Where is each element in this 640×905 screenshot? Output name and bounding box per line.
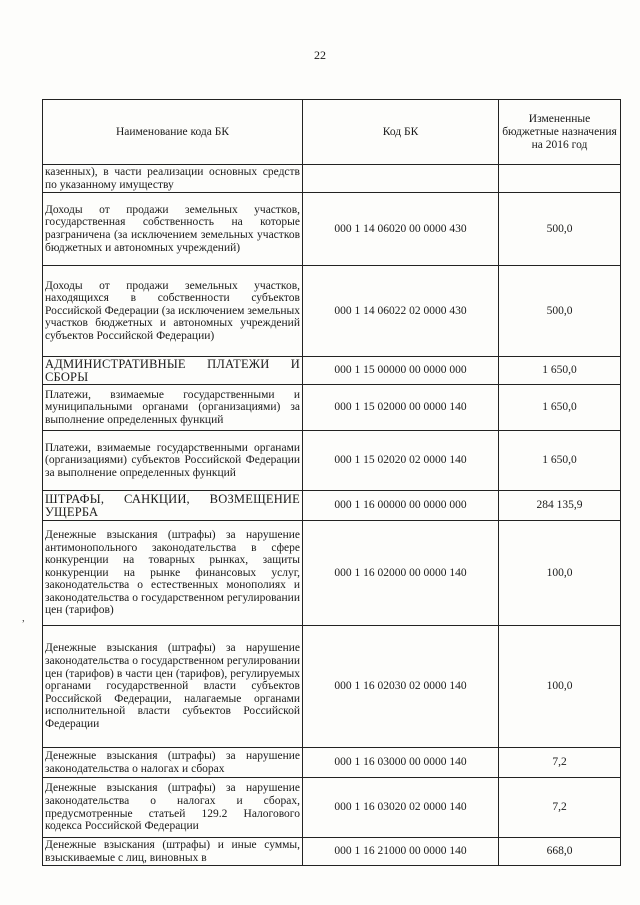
table-row [43, 748, 621, 778]
row-amount-cell [499, 165, 621, 193]
row-amount-cell: 7,2 [499, 748, 621, 778]
table-row [43, 357, 621, 385]
table-row [43, 778, 621, 838]
table-row [43, 521, 621, 626]
row-code-cell: 000 1 14 06022 02 0000 430 [303, 266, 499, 357]
row-name-cell: Денежные взыскания (штрафы) за нарушение законодательства о государственном регулировании цен (тарифов) в части цен (тарифов), регулируемых органами государственной власти субъектов Российской Федерации, налагаемые органами исполнительной власти субъектов Российской Федерации [43, 626, 303, 748]
row-name-cell: ШТРАФЫ, САНКЦИИ, ВОЗМЕЩЕНИЕ УЩЕРБА [43, 491, 303, 521]
page-number: 22 [314, 48, 326, 62]
row-amount-cell: 100,0 [499, 626, 621, 748]
row-name-cell: Платежи, взимаемые государственными и муниципальными органами (организациями) за выполнение определенных функций [43, 385, 303, 431]
row-code-cell: 000 1 15 02000 00 0000 140 [303, 385, 499, 431]
row-name-cell: Денежные взыскания (штрафы) и иные суммы, взыскиваемые с лиц, виновных в [43, 838, 303, 866]
row-name-cell: Платежи, взимаемые государственными органами (организациями) субъектов Российской Федерации за выполнение определенных функций [43, 431, 303, 491]
row-name-cell: казенных), в части реализации основных средств по указанному имуществу [43, 165, 303, 193]
table-row [43, 193, 621, 266]
header-name: Наименование кода БК [43, 100, 303, 165]
row-amount-cell: 100,0 [499, 521, 621, 626]
header-amount: Измененные бюджетные назначения на 2016 год [499, 100, 621, 165]
table-row [43, 491, 621, 521]
row-code-cell: 000 1 16 21000 00 0000 140 [303, 838, 499, 866]
margin-mark: , [22, 612, 25, 624]
row-code-cell [303, 165, 499, 193]
row-name-cell: Доходы от продажи земельных участков, находящихся в собственности субъектов Российской Федерации (за исключением земельных участков бюджетных и автономных учреждений субъектов Российской Федерации) [43, 266, 303, 357]
table-row [43, 385, 621, 431]
row-code-cell: 000 1 16 02000 00 0000 140 [303, 521, 499, 626]
row-code-cell: 000 1 16 03000 00 0000 140 [303, 748, 499, 778]
row-name-cell: Денежные взыскания (штрафы) за нарушение законодательства о налогах и сборах [43, 748, 303, 778]
row-amount-cell: 668,0 [499, 838, 621, 866]
table-body [43, 165, 621, 866]
row-code-cell: 000 1 16 03020 02 0000 140 [303, 778, 499, 838]
row-code-cell: 000 1 16 00000 00 0000 000 [303, 491, 499, 521]
budget-table [42, 99, 621, 866]
row-amount-cell: 7,2 [499, 778, 621, 838]
row-code-cell: 000 1 15 00000 00 0000 000 [303, 357, 499, 385]
row-amount-cell: 1 650,0 [499, 357, 621, 385]
row-name-cell: Доходы от продажи земельных участков, государственная собственность на которые разграничена (за исключением земельных участков бюджетных и автономных учреждений) [43, 193, 303, 266]
row-amount-cell: 284 135,9 [499, 491, 621, 521]
row-code-cell: 000 1 14 06020 00 0000 430 [303, 193, 499, 266]
row-amount-cell: 500,0 [499, 193, 621, 266]
row-name-cell: Денежные взыскания (штрафы) за нарушение законодательства о налогах и сборах, предусмотренные статьей 129.2 Налогового кодекса Российской Федерации [43, 778, 303, 838]
table-row [43, 165, 621, 193]
table-row [43, 838, 621, 866]
table-row [43, 626, 621, 748]
row-code-cell: 000 1 15 02020 02 0000 140 [303, 431, 499, 491]
row-amount-cell: 500,0 [499, 266, 621, 357]
row-name-cell: Денежные взыскания (штрафы) за нарушение антимонопольного законодательства в сфере конкуренции на товарных рынках, защиты конкуренции на рынке финансовых услуг, законодательства о естественных монополиях и законодательства о государственном регулировании цен (тарифов) [43, 521, 303, 626]
row-amount-cell: 1 650,0 [499, 431, 621, 491]
table-header-row [43, 100, 621, 165]
row-amount-cell: 1 650,0 [499, 385, 621, 431]
row-code-cell: 000 1 16 02030 02 0000 140 [303, 626, 499, 748]
table-row [43, 431, 621, 491]
table-row [43, 266, 621, 357]
header-code: Код БК [303, 100, 499, 165]
row-name-cell: АДМИНИСТРАТИВНЫЕ ПЛАТЕЖИ И СБОРЫ [43, 357, 303, 385]
